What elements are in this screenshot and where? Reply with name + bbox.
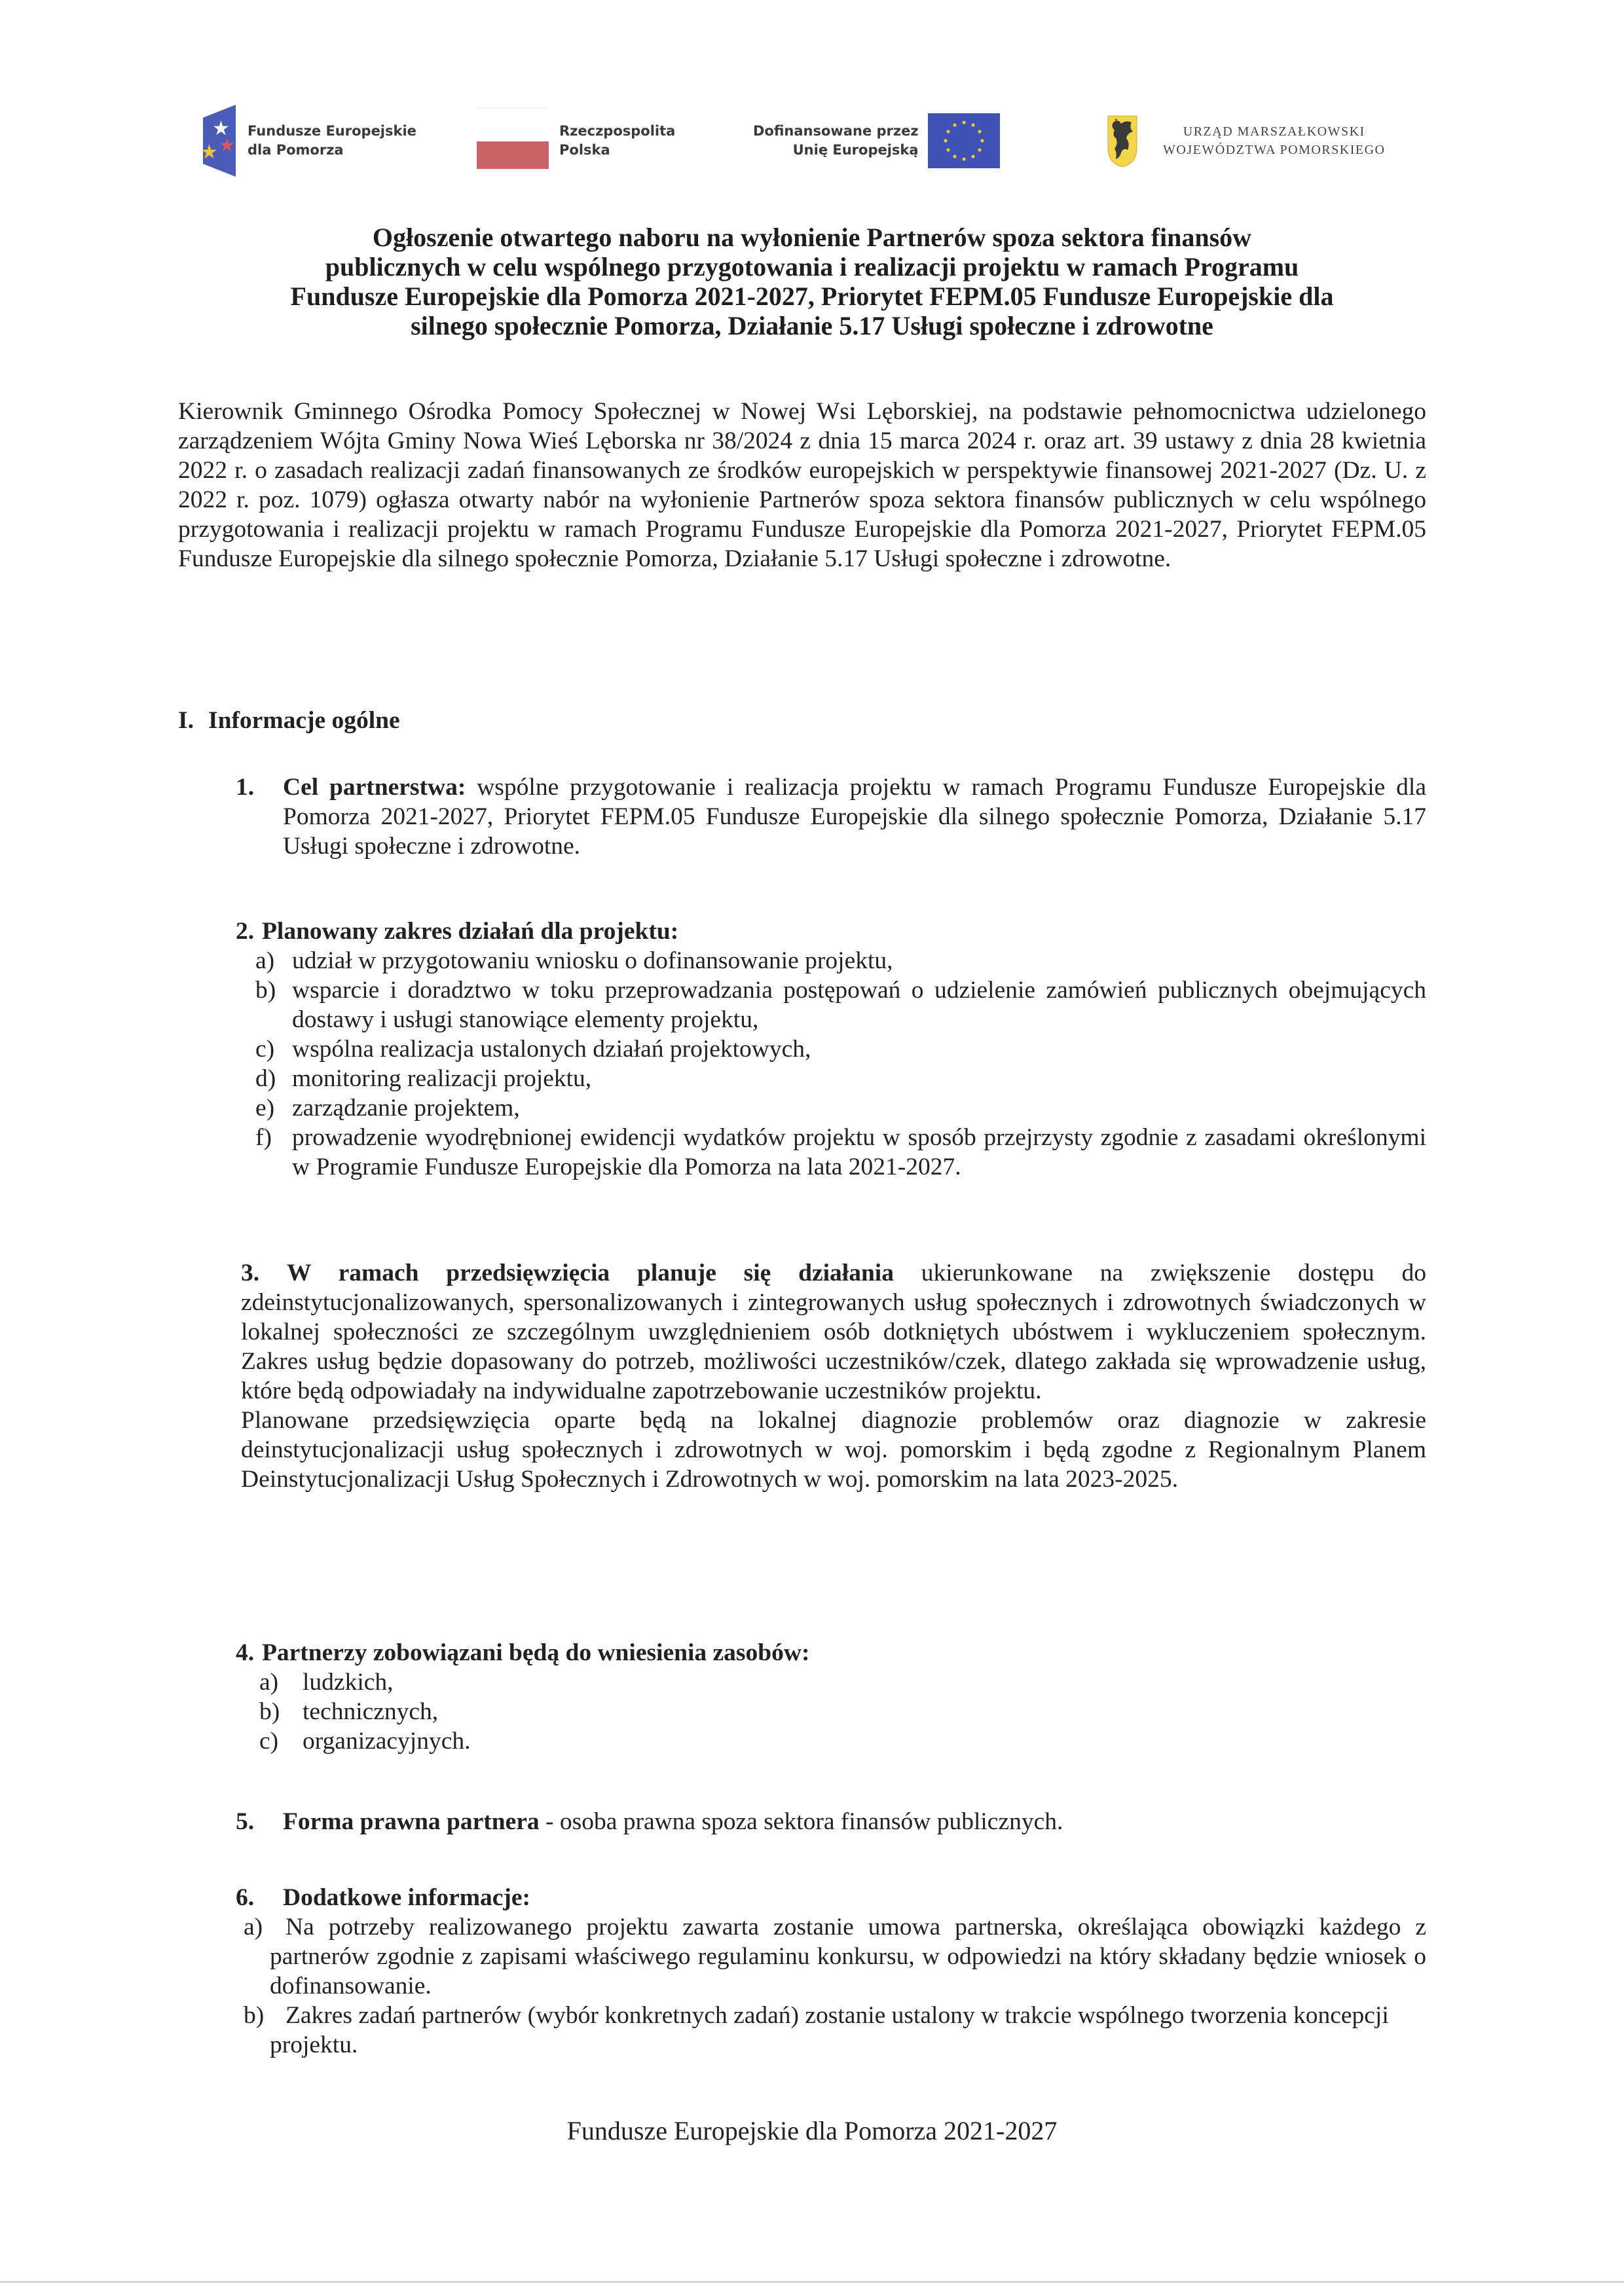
item-5-label: Forma prawna partnera xyxy=(283,1808,540,1835)
item-1-cel-partnerstwa xyxy=(236,773,1426,861)
item-3-planowane-dzialania xyxy=(241,1258,1426,1494)
page-footer: Fundusze Europejskie dla Pomorza 2021-2027 xyxy=(566,2116,1058,2145)
item-5-forma-prawna xyxy=(236,1807,1426,1836)
list-item: d) monitoring realizacji projektu, xyxy=(255,1065,592,1092)
polish-flag-icon xyxy=(477,108,549,173)
fe-emblem-icon: ★ ★ ★ xyxy=(203,105,236,177)
logo-unia-europejska xyxy=(753,105,1000,177)
logo-rzeczpospolita-polska xyxy=(477,105,675,177)
item-2-label: Planowany zakres działań dla projektu: xyxy=(262,918,679,945)
um-logo-line1: URZĄD MARSZAŁKOWSKI xyxy=(1183,124,1365,139)
um-logo-line2: WOJEWÓDZTWA POMORSKIEGO xyxy=(1163,143,1386,157)
item-6-dodatkowe-informacje xyxy=(236,1883,1426,2060)
item-3-label: W ramach przedsięwzięcia planuje się działania xyxy=(286,1260,894,1286)
intro-paragraph: Kierownik Gminnego Ośrodka Pomocy Społecznej w Nowej Wsi Lęborskiej, na podstawie pełnomocnictwa udzielonego zarządzeniem Wójta Gminy Nowa Wieś Lęborska nr 38/2024 z dnia 15 marca 2024 r. oraz art. 39 ustawy z dnia 28 kwietnia 2022 r. o zasadach realizacji zadań finansowanych ze środków europejskich w perspektywie finansowej 2021-2027 (Dz. U. z 2022 r. poz. 1079) ogłasza otwarty nabór na wyłonienie Partnerów spoza sektora finansów publicznych w celu wspólnego przygotowania i realizacji projektu w ramach Programu Fundusze Europejskie dla Pomorza 2021-2027, Priorytet FEPM.05 Fundusze Europejskie dla silnego społecznie Pomorza, Działanie 5.17 Usługi społeczne i zdrowotne. xyxy=(178,398,1426,572)
title-line-1: Ogłoszenie otwartego naboru na wyłonienie Partnerów spoza sektora finansów xyxy=(372,223,1252,252)
item-1-number: 1. xyxy=(236,774,255,801)
item-3-text: ukierunkowane na zwiększenie dostępu do zdeinstytucjonalizowanych, spersonalizowanych i zintegrowanych usług społecznych i zdrowotnych świadczonych w lokalnej społeczności ze szczególnym uwzględnieniem osób dotkniętych ubóstwem i wykluczeniem społecznym. Zakres usług będzie dopasowany do potrzeb, możliwości uczestników/czek, dlatego zakłada się wprowadzenie usług, które będą odpowiadały na indywidualne zapotrzebowanie uczestników projektu. xyxy=(241,1260,1426,1404)
document-title xyxy=(196,223,1428,340)
item-5-number: 5. xyxy=(236,1808,255,1835)
section-title: Informacje ogólne xyxy=(208,707,400,734)
item-4-number: 4. xyxy=(236,1639,255,1666)
ue-logo-line1: Dofinansowane przez xyxy=(753,123,919,139)
item-6-label: Dodatkowe informacje: xyxy=(283,1884,531,1911)
item-2-sublist xyxy=(255,946,1426,1182)
list-item: c) wspólna realizacja ustalonych działań projektowych, xyxy=(255,1036,811,1063)
fe-logo-line2: dla Pomorza xyxy=(248,142,344,158)
list-item: e) zarządzanie projektem, xyxy=(255,1095,520,1121)
logo-bar xyxy=(200,105,1434,177)
logo-urzad-marszalkowski xyxy=(1107,105,1385,177)
list-item: a) Na potrzeby realizowanego projektu zawarta zostanie umowa partnerska, określająca obowiązki każdego z partnerów zgodnie z zapisami właściwego regulaminu konkursu, w odpowiedzi na który składany będzie wniosek o dofinansowanie. xyxy=(244,1914,1426,1999)
item-4-sublist xyxy=(259,1667,1426,1756)
list-item: c) organizacyjnych. xyxy=(259,1728,471,1755)
list-item: a) ludzkich, xyxy=(259,1669,394,1696)
list-item: b) wsparcie i doradztwo w toku przeprowadzania postępowań o udzielenie zamówień publicznych obejmujących dostawy i usługi stanowiące elementy projektu, xyxy=(255,977,1426,1033)
item-4-zasoby xyxy=(236,1638,1426,1756)
item-6-number: 6. xyxy=(236,1884,255,1911)
item-4-label: Partnerzy zobowiązani będą do wniesienia zasobów: xyxy=(262,1639,810,1666)
title-line-2: publicznych w celu wspólnego przygotowania i realizacji projektu w ramach Programu xyxy=(325,252,1299,282)
logo-fundusze-europejskie xyxy=(200,105,416,177)
title-line-4: silnego społecznie Pomorza, Działanie 5.17 Usługi społeczne i zdrowotne xyxy=(411,311,1213,340)
list-item: b) technicznych, xyxy=(259,1698,439,1725)
ue-logo-line2: Unię Europejską xyxy=(792,142,919,158)
list-item: a) udział w przygotowaniu wniosku o dofinansowanie projektu, xyxy=(255,947,893,974)
rp-logo-line1: Rzeczpospolita xyxy=(559,123,676,139)
pomeranian-griffin-shield-icon xyxy=(1107,113,1138,168)
list-item: b) Zakres zadań partnerów (wybór konkretnych zadań) zostanie ustalony w trakcie wspólnego tworzenia koncepcji projektu. xyxy=(244,2002,1389,2058)
item-2-zakres-dzialan xyxy=(236,917,1426,1182)
section-heading xyxy=(178,706,400,735)
section-number: I. xyxy=(178,707,194,734)
title-line-3: Fundusze Europejskie dla Pomorza 2021-2027, Priorytet FEPM.05 Fundusze Europejskie dla xyxy=(290,282,1334,311)
item-3-text-2: Planowane przedsięwzięcia oparte będą na lokalnej diagnozie problemów oraz diagnozie w zakresie deinstytucjonalizacji usług społecznych i zdrowotnych w woj. pomorskim i będą zgodne z Regionalnym Planem Deinstytucjonalizacji Usług Społecznych i Zdrowotnych w woj. pomorskim na lata 2023-2025. xyxy=(241,1407,1426,1493)
item-5-text: - osoba prawna spoza sektora finansów publicznych. xyxy=(539,1808,1063,1835)
eu-flag-icon xyxy=(928,113,1000,168)
item-1-label: Cel partnerstwa: xyxy=(283,774,466,801)
rp-logo-line2: Polska xyxy=(559,142,610,158)
scan-edge-divider xyxy=(0,2281,1624,2283)
item-2-number: 2. xyxy=(236,918,255,945)
item-6-sublist xyxy=(244,1912,1426,2060)
item-1-text: wspólne przygotowanie i realizacja projektu w ramach Programu Fundusze Europejskie dla Pomorza 2021-2027, Priorytet FEPM.05 Fundusze Europejskie dla silnego społecznie Pomorza, Działanie 5.17 Usługi społeczne i zdrowotne. xyxy=(283,774,1426,860)
item-3-number: 3. xyxy=(241,1260,260,1286)
fe-logo-line1: Fundusze Europejskie xyxy=(248,123,416,139)
list-item: f) prowadzenie wyodrębnionej ewidencji wydatków projektu w sposób przejrzysty zgodnie z zasadami określonymi w Programie Fundusze Europejskie dla Pomorza na lata 2021-2027. xyxy=(255,1124,1426,1180)
